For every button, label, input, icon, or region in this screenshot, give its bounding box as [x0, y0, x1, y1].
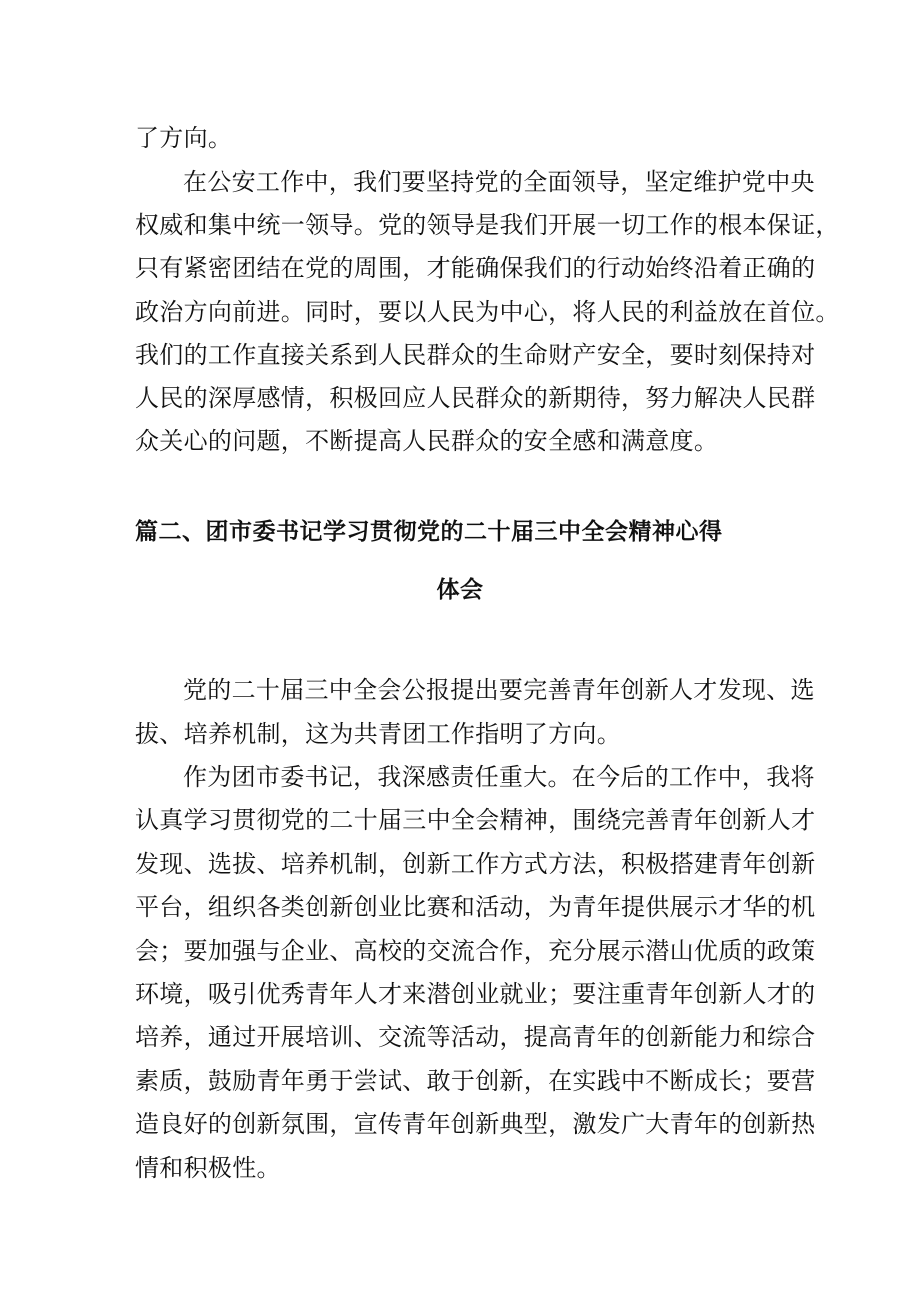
- paragraph-line: 政治方向前进。同时，要以人民为中心，将人民的利益放在首位。: [135, 298, 840, 326]
- paragraph-line: 发现、选拔、培养机制，创新工作方式方法，积极搭建青年创新: [135, 850, 816, 878]
- paragraph-line: 人民的深厚感情，积极回应人民群众的新期待，努力解决人民群: [135, 384, 816, 412]
- paragraph-line: 造良好的创新氛围，宣传青年创新典型，激发广大青年的创新热: [135, 1110, 816, 1138]
- paragraph-end-line: 了方向。: [135, 124, 233, 152]
- paragraph-line: 环境，吸引优秀青年人才来潜创业就业；要注重青年创新人才的: [135, 980, 816, 1008]
- paragraph-line: 培养，通过开展培训、交流等活动，提高青年的创新能力和综合: [135, 1023, 816, 1051]
- paragraph-line: 在公安工作中，我们要坚持党的全面领导，坚定维护党中央: [183, 168, 815, 196]
- paragraph-line: 拔、培养机制，这为共青团工作指明了方向。: [135, 720, 621, 748]
- section-title: 篇二、团市委书记学习贯彻党的二十届三中全会精神心得: [135, 519, 723, 545]
- paragraph-line: 情和积极性。: [135, 1154, 281, 1182]
- paragraph-line: 作为团市委书记，我深感责任重大。在今后的工作中，我将: [183, 763, 815, 791]
- paragraph-line: 众关心的问题，不断提高人民群众的安全感和满意度。: [135, 427, 719, 455]
- paragraph-line: 会；要加强与企业、高校的交流合作，充分展示潜山优质的政策: [135, 937, 816, 965]
- paragraph-line: 只有紧密团结在党的周围，才能确保我们的行动始终沿着正确的: [135, 254, 816, 282]
- paragraph-line: 素质，鼓励青年勇于尝试、敢于创新，在实践中不断成长；要营: [135, 1067, 816, 1095]
- paragraph-line: 权威和集中统一领导。党的领导是我们开展一切工作的根本保证，: [135, 211, 840, 239]
- section-title-continued: 体会: [436, 577, 484, 603]
- paragraph-line: 我们的工作直接关系到人民群众的生命财产安全，要时刻保持对: [135, 341, 816, 369]
- paragraph-line: 认真学习贯彻党的二十届三中全会精神，围绕完善青年创新人才: [135, 806, 816, 834]
- paragraph-line: 平台，组织各类创新创业比赛和活动，为青年提供展示才华的机: [135, 893, 816, 921]
- paragraph-line: 党的二十届三中全会公报提出要完善青年创新人才发现、选: [183, 676, 815, 704]
